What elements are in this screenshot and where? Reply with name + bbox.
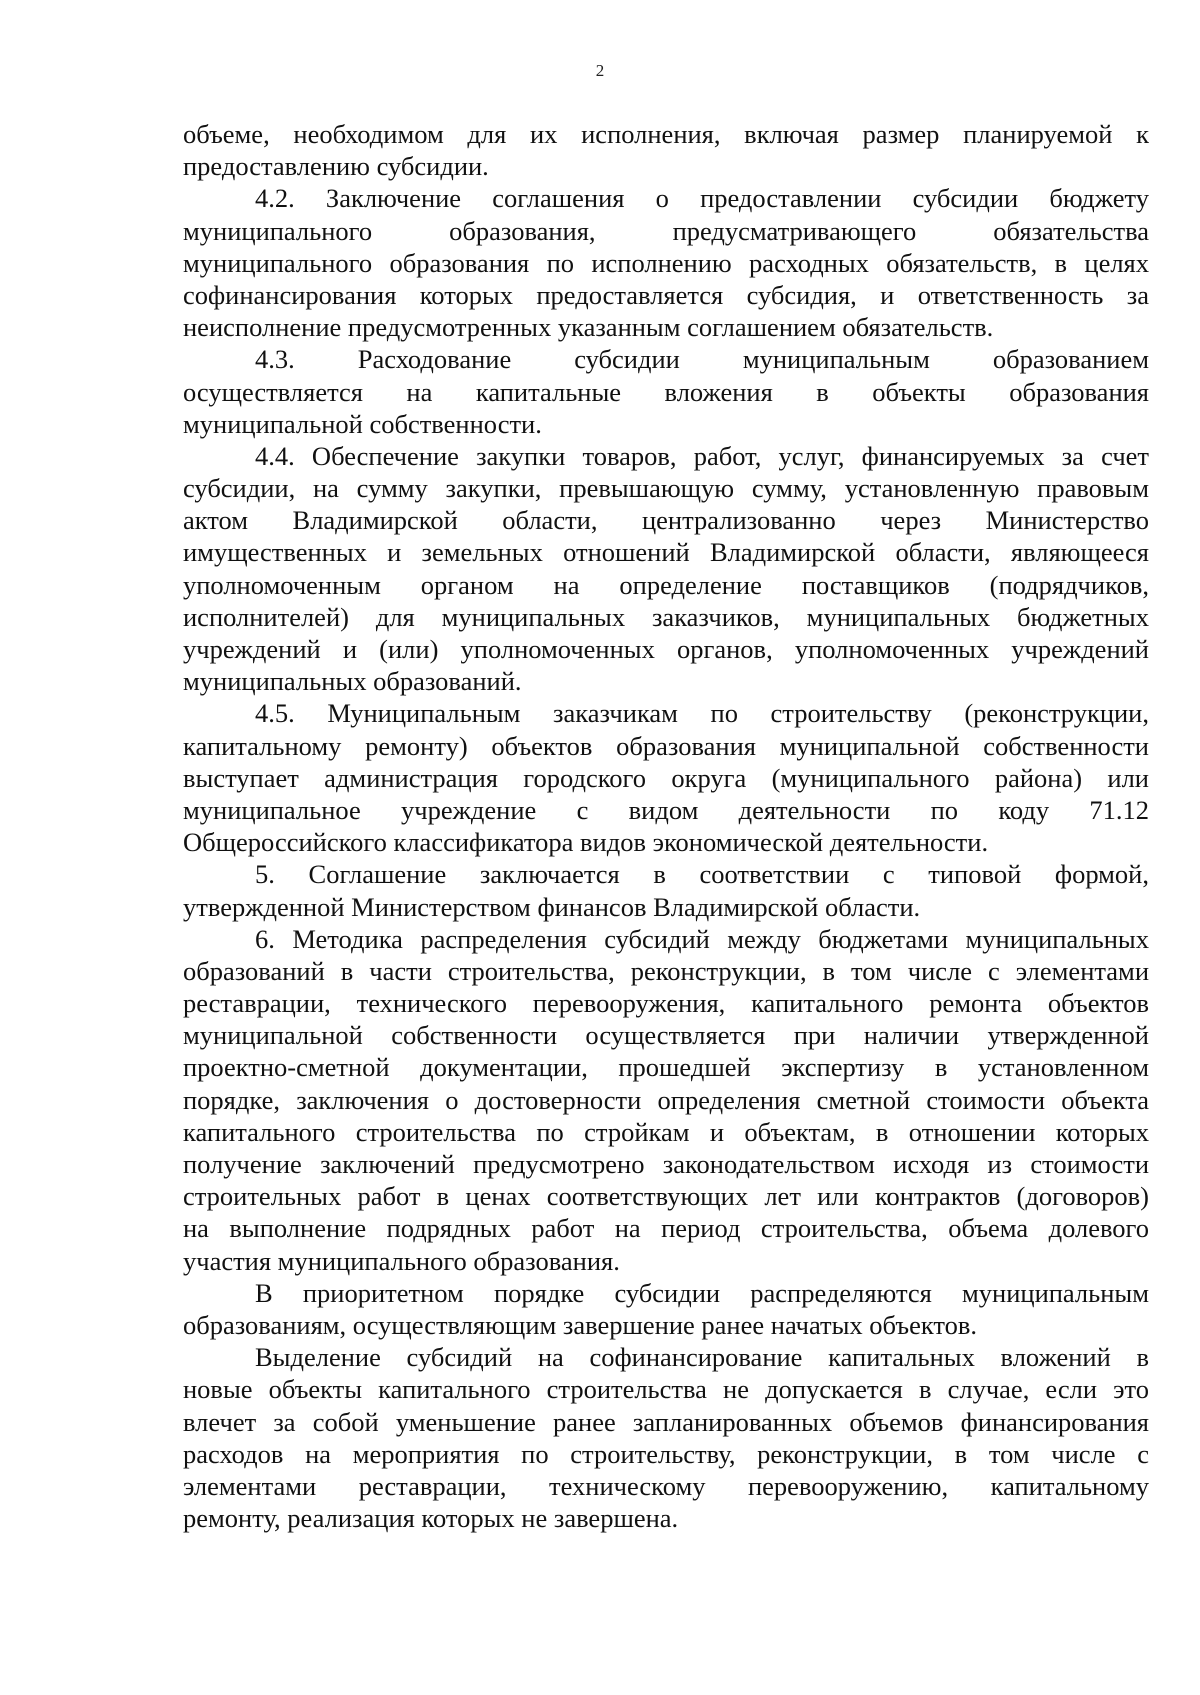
text-line: субсидии, на сумму закупки, превышающую сумму, установленную правовым [183,473,1149,504]
text-line: 6. Методика распределения субсидий между бюджетами муниципальных [255,923,1149,954]
text-line: Общероссийского классификатора видов экономической деятельности. [183,827,989,858]
text-line: 4.3. Расходование субсидии муниципальным образованием [255,344,1149,375]
text-line: новые объекты капитального строительства не допускается в случае, если это [183,1374,1149,1405]
text-line: Выделение субсидий на софинансирование капитальных вложений в [255,1342,1149,1373]
text-line: имущественных и земельных отношений Владимирской области, являющееся [183,537,1149,568]
text-line: 5. Соглашение заключается в соответствии с типовой формой, [255,859,1149,890]
text-line: актом Владимирской области, централизованно через Министерство [183,505,1149,536]
paragraph [183,1341,1149,1534]
text-line: В приоритетном порядке субсидии распределяются муниципальным [255,1277,1149,1308]
text-line: учреждений и (или) уполномоченных органов, уполномоченных учреждений [183,634,1149,664]
document-body [183,118,1149,1534]
text-line: капитальному ремонту) объектов образования муниципальной собственности [183,730,1149,761]
text-line: неисполнение предусмотренных указанным соглашением обязательств. [183,312,994,343]
paragraph [183,697,1149,858]
text-line: расходов на мероприятия по строительству, реконструкции, в том числе с [183,1438,1149,1469]
text-line: муниципальной собственности. [183,408,542,439]
text-line: софинансирования которых предоставляется субсидия, и ответственность за [183,279,1149,310]
text-line: муниципальных образований. [183,666,522,697]
text-line: порядке, заключения о достоверности определения сметной стоимости объекта [183,1084,1149,1115]
paragraph [183,118,1149,182]
text-line: муниципальное учреждение с видом деятельности по коду 71.12 [183,794,1149,825]
text-line: реставрации, технического перевооружения, капитального ремонта объектов [183,988,1149,1019]
text-line: исполнителей) для муниципальных заказчиков, муниципальных бюджетных [183,601,1149,632]
text-line: влечет за собой уменьшение ранее запланированных объемов финансирования [183,1406,1149,1437]
text-line: выступает администрация городского округа (муниципального района) или [183,762,1149,793]
text-line: проектно-сметной документации, прошедшей экспертизу в установленном [183,1052,1149,1083]
text-line: объеме, необходимом для их исполнения, включая размер планируемой к [183,119,1149,149]
text-line: ремонту, реализация которых не завершена. [183,1503,679,1534]
paragraph [183,182,1149,343]
text-line: муниципальной собственности осуществляется при наличии утвержденной [183,1020,1149,1051]
paragraph [183,858,1149,922]
text-line: капитального строительства по стройкам и объектам, в отношении которых [183,1116,1149,1147]
text-line: предоставлению субсидии. [183,151,489,182]
text-line: 4.2. Заключение соглашения о предоставлении субсидии бюджету [255,183,1149,214]
text-line: 4.5. Муниципальным заказчикам по строительству (реконструкции, [255,698,1149,729]
text-line: муниципального образования по исполнению расходных обязательств, в целях [183,247,1149,278]
paragraph [183,923,1149,1277]
text-line: образований в части строительства, реконструкции, в том числе с элементами [183,955,1149,986]
text-line: участия муниципального образования. [183,1245,620,1276]
text-line: муниципального образования, предусматривающего обязательства [183,215,1149,246]
text-line: на выполнение подрядных работ на период строительства, объема долевого [183,1213,1149,1244]
page-number: 2 [595,61,605,80]
paragraph [183,343,1149,440]
paragraph [183,1277,1149,1341]
text-line: утвержденной Министерством финансов Владимирской области. [183,891,921,922]
text-line: осуществляется на капитальные вложения в объекты образования [183,376,1149,407]
text-line: 4.4. Обеспечение закупки товаров, работ, услуг, финансируемых за счет [255,440,1149,471]
paragraph [183,440,1149,698]
text-line: получение заключений предусмотрено законодательством исходя из стоимости [183,1149,1149,1179]
text-line: уполномоченным органом на определение поставщиков (подрядчиков, [183,569,1149,600]
text-line: строительных работ в ценах соответствующих лет или контрактов (договоров) [183,1181,1149,1212]
text-line: элементами реставрации, техническому перевооружению, капитальному [183,1470,1149,1501]
text-line: образованиям, осуществляющим завершение ранее начатых объектов. [183,1309,977,1340]
